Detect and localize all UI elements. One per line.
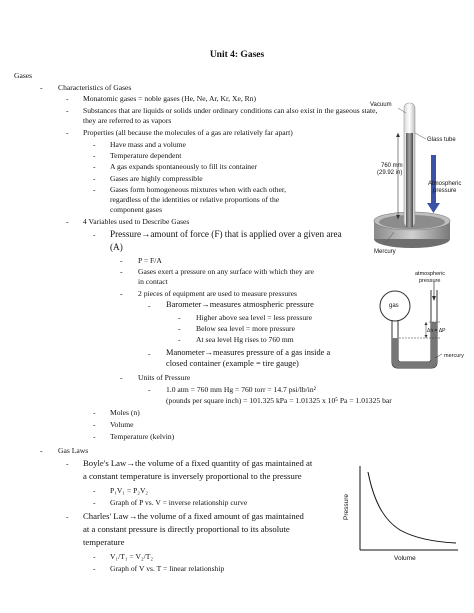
barometer-definition: Barometer→measures atmospheric pressure — [166, 300, 314, 309]
barometer-fact: Higher above sea level = less pressure — [196, 313, 313, 322]
boyles-equation: P₁V₁ = P₂V₂ — [110, 486, 149, 495]
bullet: - — [66, 94, 69, 103]
units-line-2: (pounds per square inch) = 101.325 kPa = 1.01325 x 10⁵ Pa = 1.01325 bar — [166, 396, 392, 405]
pressure-definition: Pressure→amount of force (F) that is applied over a given area — [110, 229, 342, 239]
charles-graph-text: Graph of V vs. T = linear relationship — [110, 564, 225, 573]
height-label: 760 mm — [381, 163, 403, 169]
graph-xlabel: Volume — [394, 555, 416, 562]
charles-law-cont: temperature — [83, 537, 125, 547]
inverse-curve — [368, 472, 456, 543]
bullet: - — [93, 420, 96, 429]
bullet: - — [93, 185, 96, 194]
bullet: - — [120, 267, 123, 276]
bullet: - — [93, 552, 96, 561]
boyles-graph-text: Graph of P vs. V = inverse relationship curve — [110, 498, 248, 507]
barometer-fact: At sea level Hg rises to 760 mm — [196, 335, 294, 344]
property-item-cont: component gases — [110, 205, 163, 214]
equipment-text: 2 pieces of equipment are used to measure pressures — [138, 289, 297, 298]
barometer-diagram — [368, 95, 468, 265]
boyle-graph — [340, 462, 462, 562]
bullet: - — [93, 162, 96, 171]
properties-text: Properties (all because the molecules of a gas are relatively far apart) — [83, 128, 293, 137]
mercury-label: Mercury — [374, 249, 396, 255]
manometer-definition: Manometer→measures pressure of a gas inside a — [166, 348, 331, 357]
property-item: Temperature dependent — [110, 151, 182, 160]
substances-text-2: they are referred to as vapors — [83, 116, 172, 125]
atmospheric-label: Atmospheric — [428, 181, 462, 187]
bullet: - — [148, 301, 151, 310]
bullet: - — [93, 174, 96, 183]
bullet: - — [93, 486, 96, 495]
mercury-column — [406, 133, 413, 227]
bullet: - — [148, 349, 151, 358]
variable-temperature: Temperature (kelvin) — [110, 432, 175, 441]
glass-tube-label: Glass tube — [427, 137, 456, 143]
graph-ylabel: Pressure — [343, 494, 350, 521]
barometer-fact: Below sea level = more pressure — [196, 324, 295, 333]
manometer-atm-label: atmospheric — [415, 271, 445, 277]
bullet: - — [93, 408, 96, 417]
bullet: - — [178, 313, 181, 322]
variable-volume: Volume — [110, 420, 134, 429]
property-item: Have mass and a volume — [110, 140, 186, 149]
height-label-2: (29.92 in) — [377, 170, 403, 176]
section-gases: Gases — [14, 71, 33, 80]
atmospheric-label-2: pressure — [433, 188, 457, 194]
bullet: - — [66, 217, 69, 226]
exert-text-2: in contact — [138, 277, 168, 286]
charles-equation: V₁/T₁ = V₂/T₂ — [110, 552, 153, 561]
manometer-definition-cont: closed container (example = tire gauge) — [166, 359, 299, 368]
bullet: - — [93, 230, 96, 239]
bullet: - — [120, 373, 123, 382]
charles-law: Charles' Law→the volume of a fixed amount of gas maintained — [83, 511, 304, 521]
bullet: - — [178, 324, 181, 333]
bullet: - — [93, 498, 96, 507]
charles-law-cont: at a constant pressure is directly proportional to its absolute — [83, 524, 290, 534]
variable-moles: Moles (n) — [110, 408, 140, 417]
bullet: - — [178, 335, 181, 344]
property-item: A gas expands spontaneously to fill its container — [110, 162, 257, 171]
monatomic-text: Monatomic gases = noble gases (He, Ne, Ar, Kr, Xe, Rn) — [83, 94, 257, 103]
gas-label: gas — [389, 303, 399, 309]
property-item: Gases form homogeneous mixtures when with each other, — [110, 185, 286, 194]
property-item-cont: regardless of the identities or relative proportions of the — [110, 195, 280, 204]
exert-text: Gases exert a pressure on any surface with which they are — [138, 267, 314, 276]
units-heading: Units of Pressure — [138, 373, 191, 382]
property-item: Gases are highly compressible — [110, 174, 203, 183]
vacuum-label: Vacuum — [370, 102, 392, 108]
page-title: Unit 4: Gases — [209, 50, 265, 60]
bullet: - — [66, 128, 69, 137]
boyles-law-cont: a constant temperature is inversely proportional to the pressure — [83, 471, 302, 481]
bullet: - — [66, 106, 69, 115]
gas-laws-heading: Gas Laws — [58, 446, 89, 455]
bullet: - — [40, 83, 43, 92]
bullet: - — [93, 432, 96, 441]
units-line-1: 1.0 atm = 760 mm Hg = 760 torr = 14.7 psi/lb/in² — [166, 385, 316, 394]
bullet: - — [93, 151, 96, 160]
characteristics-heading: Characteristics of Gases — [58, 83, 132, 92]
bullet: - — [120, 256, 123, 265]
manometer-mercury-label: mercury — [444, 353, 464, 359]
substances-text: Substances that are liquids or solids under ordinary conditions can also exist in the gaseous state, — [83, 106, 378, 115]
manometer-atm-label-2: pressure — [419, 278, 441, 284]
pressure-formula: P = F/A — [138, 256, 162, 265]
variables-heading: 4 Variables used to Describe Gases — [83, 217, 190, 226]
boyles-law: Boyle's Law→the volume of a fixed quantity of gas maintained at — [83, 458, 313, 468]
bullet: - — [93, 564, 96, 573]
bullet: - — [120, 289, 123, 298]
delta-h-label: Δh = ΔP — [427, 328, 446, 334]
atmospheric-arrow — [431, 155, 436, 205]
pressure-definition-cont: (A) — [110, 242, 123, 252]
bullet: - — [93, 140, 96, 149]
bullet: - — [40, 446, 43, 455]
bullet: - — [66, 459, 69, 468]
bullet: - — [148, 385, 151, 394]
bullet: - — [66, 512, 69, 521]
